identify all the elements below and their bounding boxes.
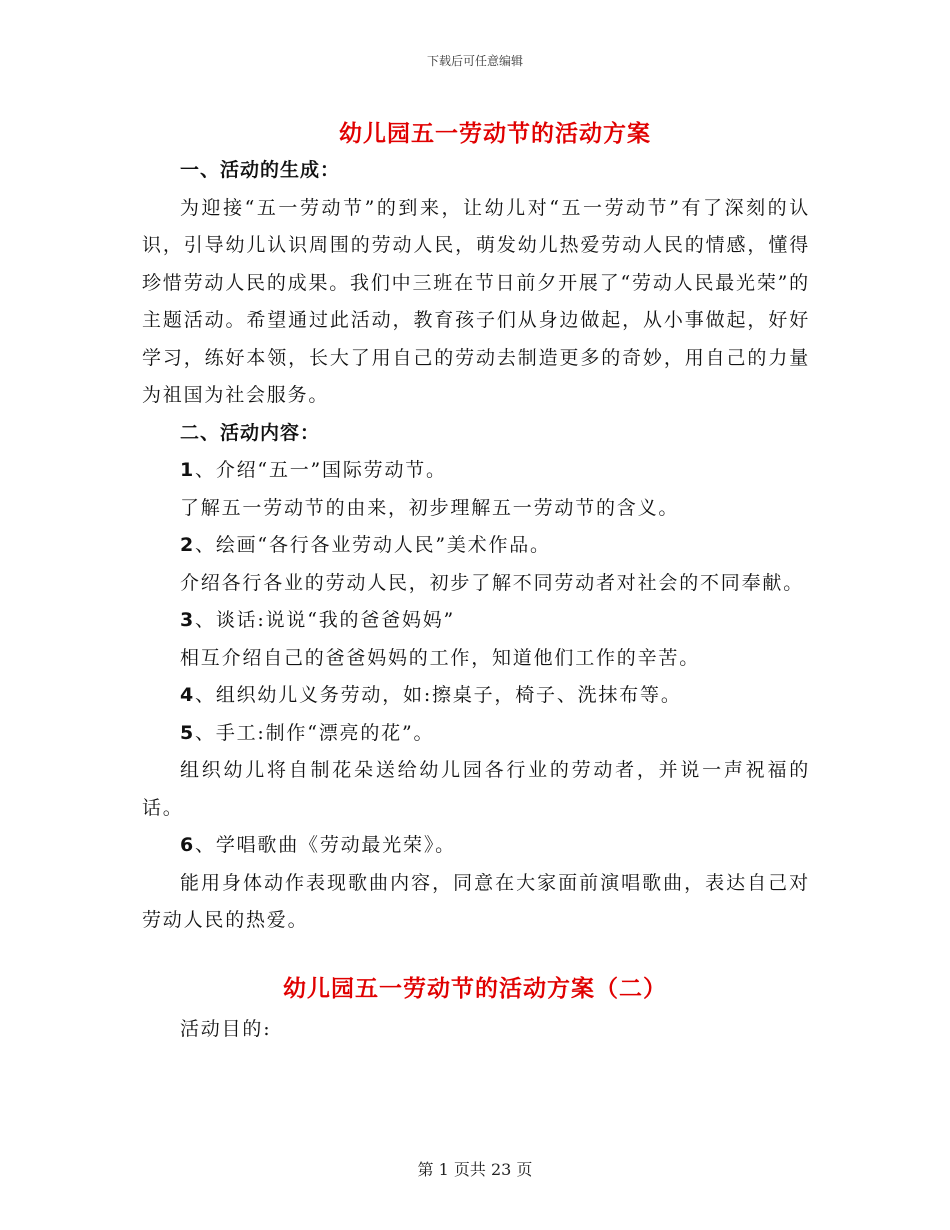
document-title: 幼儿园五一劳动节的活动方案	[339, 121, 651, 147]
list-item-5	[142, 715, 810, 753]
list-item-desc-6: 能用身体动作表现歌曲内容，同意在大家面前演唱歌曲，表达自己对劳动人民的热爱。	[142, 871, 810, 931]
page-footer: 第 1 页共 23 页	[417, 1160, 533, 1179]
section-paragraph-generation: 为迎接“五一劳动节”的到来，让幼儿对“五一劳动节”有了深刻的认识，引导幼儿认识周围的劳动人民，萌发幼儿热爱劳动人民的情感，懂得珍惜劳动人民的成果。我们中三班在节日前夕开展了“劳动人民最光荣”的主题活动。希望通过此活动，教育孩子们从身边做起，从小事做起，好好学习，练好本领，长大了用自己的劳动去制造更多的奇妙，用自己的力量为祖国为社会服务。	[142, 196, 810, 406]
list-item-6	[142, 827, 810, 865]
list-item-1	[142, 452, 810, 490]
list-item-title: 、介绍“五一”国际劳动节。	[195, 459, 447, 481]
section-heading-generation: 一、活动的生成：	[180, 159, 341, 181]
document-body-2	[142, 1011, 810, 1049]
page-header: 下载后可任意编辑	[426, 54, 523, 68]
list-item-2	[142, 527, 810, 565]
section-heading-purpose: 活动目的:	[180, 1018, 272, 1040]
list-item-number: 1	[180, 459, 196, 481]
list-item-title: 、组织幼儿义务劳动，如:擦桌子，椅子、洗抹布等。	[195, 684, 682, 706]
section-heading-content: 二、活动内容：	[180, 421, 321, 444]
list-item-number: 4	[180, 684, 196, 706]
list-item-4	[142, 677, 810, 715]
list-item-3	[142, 602, 810, 640]
list-item-desc-2: 介绍各行各业的劳动人民，初步了解不同劳动者对社会的不同奉献。	[180, 571, 805, 594]
list-item-number: 3	[180, 609, 196, 631]
document-body	[142, 152, 810, 940]
list-item-number: 6	[180, 834, 196, 856]
list-item-number: 5	[180, 721, 196, 744]
document-title-2: 幼儿园五一劳动节的活动方案（二）	[283, 976, 667, 1002]
list-item-desc-1: 了解五一劳动节的由来，初步理解五一劳动节的含义。	[180, 496, 680, 519]
list-item-title: 、谈话:说说“我的爸爸妈妈”	[195, 609, 456, 631]
list-item-title: 、绘画“各行各业劳动人民”美术作品。	[195, 534, 551, 556]
list-item-desc-5: 组织幼儿将自制花朵送给幼儿园各行业的劳动者，并说一声祝福的话。	[142, 759, 810, 819]
list-item-number: 2	[180, 534, 196, 556]
list-item-title: 、学唱歌曲《劳动最光荣》。	[195, 834, 456, 856]
list-item-title: 、手工:制作“漂亮的花”。	[195, 721, 435, 744]
list-item-desc-3: 相互介绍自己的爸爸妈妈的工作，知道他们工作的辛苦。	[180, 646, 701, 669]
